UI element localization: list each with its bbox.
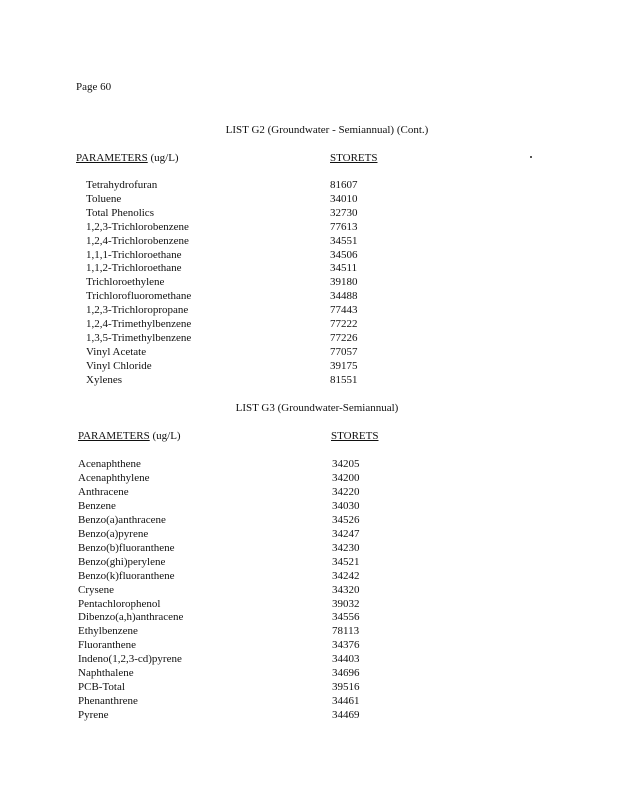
storet-code: 32730 [330,206,358,219]
parameter-name: 1,3,5-Trimethylbenzene [86,331,192,344]
table-row [78,527,378,541]
table-row [78,680,378,694]
storet-code: 34469 [332,709,360,722]
storet-code: 34200 [332,471,360,484]
storet-code: 81607 [330,179,358,191]
parameter-name: Ethylbenzene [78,625,138,638]
storet-code: 34696 [332,667,360,680]
storet-code: 34220 [332,485,360,498]
parameter-name: Acenaphthylene [78,471,150,484]
table-row [78,708,378,722]
storet-code: 77057 [330,345,358,358]
table-row [86,220,386,234]
table-row [78,638,378,652]
parameter-name: Trichlorofluoromethane [86,290,192,303]
storet-code: 34376 [332,639,360,652]
table-row [78,513,378,527]
parameter-name: 1,2,4-Trimethylbenzene [86,318,192,330]
parameter-name: Naphthalene [78,667,134,680]
storet-code: 34205 [332,458,360,470]
table-row [78,583,378,597]
table-row [86,359,386,373]
storet-code: 34247 [332,527,360,540]
storet-code: 34230 [332,541,360,554]
storet-code: 78113 [332,625,360,638]
parameter-name: Vinyl Acetate [86,345,147,358]
storet-code: 34556 [332,611,360,624]
parameter-name: 1,2,4-Trichlorobenzene [86,234,189,247]
table-row [86,206,386,220]
table-row [78,555,378,569]
table-row [78,666,378,680]
table-row [86,373,386,387]
parameter-name: Pyrene [78,709,109,722]
table-row [86,317,386,331]
storet-code: 34030 [332,499,360,512]
parameter-name: Acenaphthene [78,458,141,470]
storet-code: 34320 [332,583,360,596]
parameter-name: 1,1,1-Trichloroethane [86,248,182,261]
table-row [86,248,386,262]
parameter-name: Benzo(a)anthracene [78,513,166,526]
list-g3-storets-header: STORETS [331,430,379,442]
parameter-name: 1,2,3-Trichlorobenzene [86,220,189,233]
scan-speck [530,156,532,158]
list-g3-parameters-header [78,429,181,443]
parameter-name: PCB-Total [78,681,125,694]
parameter-name: Indeno(1,2,3-cd)pyrene [78,653,182,666]
parameter-name: Xylenes [86,373,123,386]
storet-code: 81551 [330,373,358,386]
table-row [78,471,378,485]
table-row [78,485,378,499]
table-row [86,275,386,289]
storet-code: 39516 [332,681,360,694]
storet-code: 39180 [330,276,358,289]
storet-code: 34511 [330,262,358,275]
table-row [78,694,378,708]
storet-code: 34403 [332,653,360,666]
parameter-name: Pentachlorophenol [78,597,161,610]
storet-code: 39032 [332,597,360,610]
table-row [78,541,378,555]
table-row [78,457,378,471]
parameter-name: Benzo(a)pyrene [78,527,149,540]
list-g2-parameters-header [76,151,179,165]
parameter-name: Toluene [86,192,122,205]
storet-code: 34010 [330,192,358,205]
storet-code: 77613 [330,220,358,233]
table-row [86,178,386,192]
storet-code: 77226 [330,331,358,344]
parameter-name: Dibenzo(a,h)anthracene [78,611,184,624]
parameter-name: Total Phenolics [86,206,154,219]
table-row [78,597,378,611]
storet-code: 34526 [332,513,360,526]
parameter-name: Benzo(ghi)perylene [78,555,166,568]
storet-code: 77222 [330,318,358,330]
list-g3-parameters-unit: (ug/L) [149,430,181,442]
parameter-name: Benzo(k)fluoranthene [78,569,175,582]
storet-code: 34551 [330,234,358,247]
page-number: Page 60 [76,81,112,93]
list-g3-parameters-label: PARAMETERS [78,430,150,442]
table-row [86,234,386,248]
storet-code: 34488 [330,290,358,303]
table-row [78,624,378,638]
parameter-name: 1,1,2-Trichloroethane [86,262,182,275]
parameter-name: Crysene [78,583,115,596]
table-row [86,289,386,303]
list-g2-parameters-label: PARAMETERS [76,152,148,164]
table-row [78,569,378,583]
list-g2-title: LIST G2 (Groundwater - Semiannual) (Cont.) [225,124,429,136]
table-row [78,610,378,624]
parameter-name: Phenanthrene [78,695,138,708]
parameter-name: Tetrahydrofuran [86,179,158,191]
storet-code: 34506 [330,248,358,261]
table-row [78,499,378,513]
table-row [86,261,386,275]
table-row [78,652,378,666]
list-g2-storets-header: STORETS [330,152,378,164]
parameter-name: Benzene [78,499,116,512]
parameter-name: Trichloroethylene [86,276,165,289]
parameter-name: Fluoranthene [78,639,137,652]
list-g3-title: LIST G3 (Groundwater-Semiannual) [235,402,399,414]
parameter-name: 1,2,3-Trichloropropane [86,304,189,317]
list-g2-parameters-unit: (ug/L) [147,152,179,164]
table-row [86,303,386,317]
table-row [86,331,386,345]
storet-code: 34521 [332,555,360,568]
storet-code: 34461 [332,695,360,708]
parameter-name: Vinyl Chloride [86,359,152,372]
parameter-name: Benzo(b)fluoranthene [78,541,175,554]
table-row [86,192,386,206]
storet-code: 77443 [330,304,358,317]
storet-code: 39175 [330,359,358,372]
table-row [86,345,386,359]
storet-code: 34242 [332,569,360,582]
parameter-name: Anthracene [78,485,129,498]
